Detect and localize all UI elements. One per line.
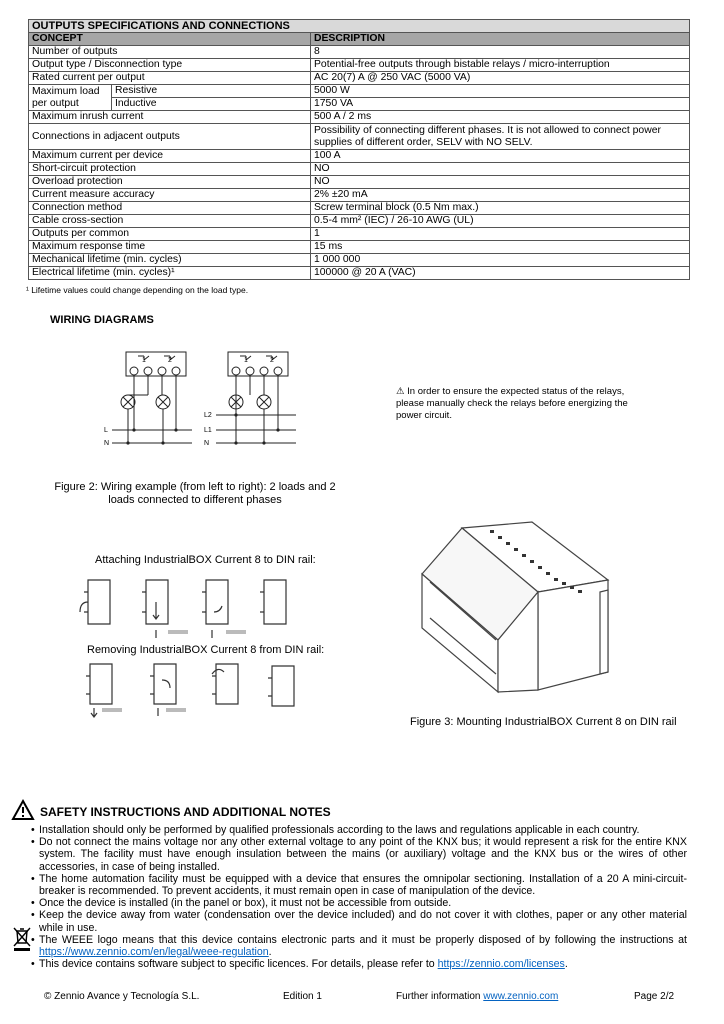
cell-description: NO [311,163,690,176]
table-row [29,59,690,72]
cell-concept: Connection method [29,202,311,215]
list-item [31,824,687,836]
cell-concept: Number of outputs [29,46,311,59]
specifications-table [28,19,690,280]
list-item [31,897,687,910]
warning-triangle-icon [12,800,34,820]
cell-inductive-value: 1750 VA [311,98,690,111]
line-label-n2: N [204,440,210,447]
footer-edition: Edition 1 [283,991,322,1002]
bullet: • [31,933,35,946]
line-label-n: N [104,440,110,447]
list-item [31,836,687,873]
footer-page: Page 2/2 [634,991,675,1002]
max-load-label-line2: per output [32,97,79,109]
table-row [29,241,690,254]
cell-description: 8 [311,46,690,59]
cell-concept: Maximum response time [29,241,311,254]
cell-description: 100 A [311,150,690,163]
bullet: • [31,872,35,885]
cell-description: 1 000 000 [311,254,690,267]
cell-description: 15 ms [311,241,690,254]
remove-label: Removing IndustrialBOX Current 8 from DIN rail: [87,644,325,656]
table-footnote: ¹ Lifetime values could change depending on the load type. [26,285,249,295]
safety-text: The home automation facility must be equipped with a device that ensures the omnipolar sectioning. Installation of a 20 A mini-circuit-breaker is recommended. To prevent accidents, it must remain open in case of manipulation of the device. [39,872,687,898]
column-header-concept: CONCEPT [29,33,311,46]
bullet: • [31,958,35,971]
cell-concept: Maximum current per device [29,150,311,163]
bullet: • [31,909,35,922]
cell-max-load-label [29,85,112,111]
safety-text: Do not connect the mains voltage nor any other external voltage to any point of the KNX bus; it would represent a risk for the entire KNX system. The facility must have enough insulation between the mains (or auxiliary) voltage and the KNX bus or the wires of other accessories, in case of being installed. [39,836,687,873]
cell-concept: Electrical lifetime (min. cycles)¹ [29,267,311,280]
cell-concept: Overload protection [29,176,311,189]
table-row [29,85,690,98]
safety-text: Keep the device away from water (condensation over the device included) and do not cover it with clothes, paper or any other material while in use. [39,909,687,934]
cell-description: Potential-free outputs through bistable relays / micro-interruption [311,59,690,72]
weee-text: The WEEE logo means that this device contains electronic parts and it must be properly disposed of by following the instructions at [39,933,687,946]
cell-description: 500 A / 2 ms [311,111,690,124]
cell-inductive: Inductive [112,98,311,111]
cell-resistive-value: 5000 W [311,85,690,98]
table-row [29,150,690,163]
wiring-diagram [98,350,298,450]
relay-label: 2 [168,357,172,364]
cell-description: Possibility of connecting different phases. It is not allowed to connect power supplies of different order, SELV with NO SELV. [311,124,690,150]
weee-bin-icon [12,926,32,952]
table-row [29,98,690,111]
footer-further [396,991,558,1002]
table-row [29,189,690,202]
cell-concept: Cable cross-section [29,215,311,228]
table-row [29,254,690,267]
relay-check-note [396,386,646,422]
table-row [29,111,690,124]
list-item [31,958,687,971]
relay-label: 1 [244,357,248,364]
figure2-caption: Figure 2: Wiring example (from left to right): 2 loads and 2 loads connected to different phases [54,481,336,506]
remove-steps-illustration [76,660,306,720]
table-row [29,176,690,189]
cell-resistive: Resistive [112,85,311,98]
cell-concept: Outputs per common [29,228,311,241]
attach-label: Attaching IndustrialBOX Current 8 to DIN rail: [95,554,316,566]
line-label-l1: L1 [204,427,212,434]
safety-text: Installation should only be performed by qualified professionals according to the laws and regulations applicable in each country. [39,824,640,836]
table-row [29,202,690,215]
cell-description: Screw terminal block (0.5 Nm max.) [311,202,690,215]
licence-end: . [564,958,568,971]
column-header-description: DESCRIPTION [311,33,690,46]
cell-concept: Maximum inrush current [29,111,311,124]
licence-link[interactable]: https://zennio.com/licenses [437,958,565,971]
weee-link[interactable]: https://www.zennio.com/en/legal/weee-regulation [39,946,269,959]
table-row [29,72,690,85]
safety-text: Once the device is installed (in the panel or box), it must not be accessible from outside. [39,897,452,910]
list-item [31,909,687,934]
table-title: OUTPUTS SPECIFICATIONS AND CONNECTIONS [29,20,690,33]
bullet: • [31,836,35,849]
line-label-l2: L2 [204,412,212,419]
cell-concept: Rated current per output [29,72,311,85]
footer-url-link[interactable]: www.zennio.com [483,991,559,1002]
relay-label: 2 [270,357,274,364]
cell-description: NO [311,176,690,189]
relay-label: 1 [142,357,146,364]
table-row [29,124,690,150]
table-row [29,46,690,59]
wiring-title: WIRING DIAGRAMS [50,314,154,326]
footer-company: © Zennio Avance y Tecnología S.L. [44,991,200,1002]
cell-concept: Short-circuit protection [29,163,311,176]
licence-text: This device contains software subject to specific licences. For details, please refer to [39,958,435,971]
bullet: • [31,824,35,836]
cell-concept: Connections in adjacent outputs [29,124,311,150]
weee-end: . [268,946,272,959]
cell-description: AC 20(7) A @ 250 VAC (5000 VA) [311,72,690,85]
cell-concept: Output type / Disconnection type [29,59,311,72]
table-row [29,163,690,176]
cell-concept: Mechanical lifetime (min. cycles) [29,254,311,267]
cell-description: 2% ±20 mA [311,189,690,202]
table-row [29,215,690,228]
attach-steps-illustration [76,572,306,642]
max-load-label-line1: Maximum load [32,85,100,97]
cell-description: 0.5-4 mm² (IEC) / 26-10 AWG (UL) [311,215,690,228]
list-item [31,933,687,959]
safety-title: SAFETY INSTRUCTIONS AND ADDITIONAL NOTES [40,805,331,819]
table-row [29,267,690,280]
device-illustration [412,522,612,702]
cell-concept: Current measure accuracy [29,189,311,202]
line-label-l: L [104,427,108,434]
list-item [31,872,687,898]
cell-description: 1 [311,228,690,241]
bullet: • [31,897,35,910]
note-text: In order to ensure the expected status of the relays, please manually check the relays before energizing the power circuit. [396,386,628,421]
safety-list [31,824,687,971]
figure3-caption: Figure 3: Mounting IndustrialBOX Current 8 on DIN rail [410,716,677,728]
cell-description: 100000 @ 20 A (VAC) [311,267,690,280]
footer-further-label: Further information [396,991,481,1002]
warning-triangle-icon: ⚠ [396,386,405,397]
table-row [29,228,690,241]
